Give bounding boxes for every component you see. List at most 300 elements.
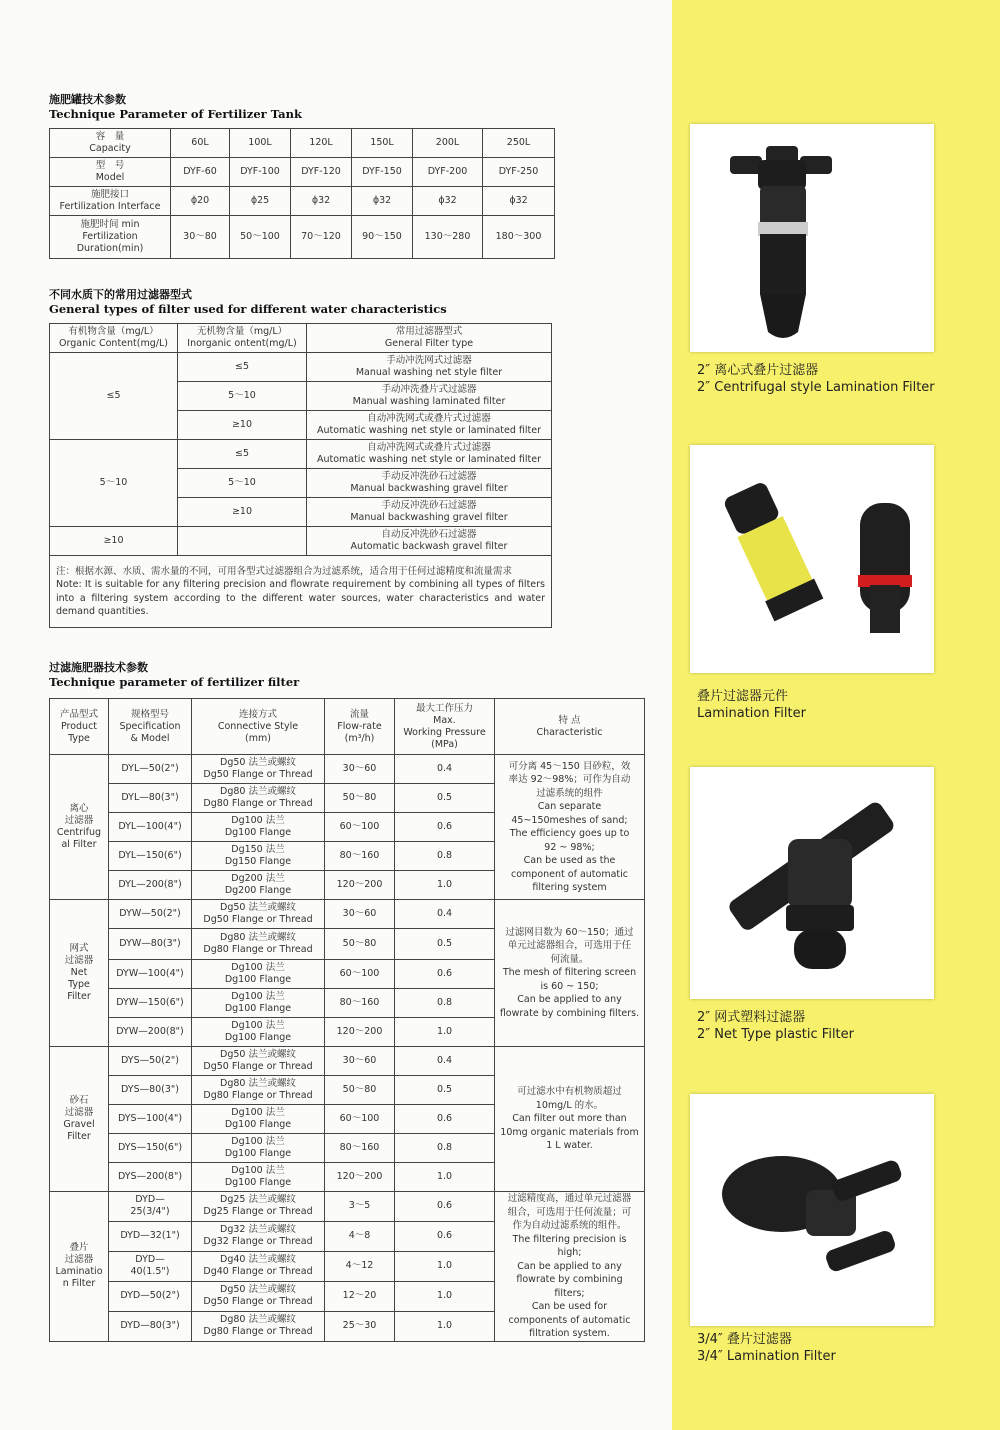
conn-line: Dg50 Flange or Thread: [203, 1061, 313, 1072]
conn-line: Dg100 法兰: [231, 815, 285, 826]
type-line: Type: [68, 979, 90, 990]
characteristic-cell: [495, 1047, 645, 1192]
conn-line: Dg100 Flange: [224, 1148, 292, 1159]
flow-rate-cell: 50～80: [325, 784, 395, 813]
tank-cell: 30～80: [171, 216, 230, 259]
pressure-cell: 0.5: [395, 784, 495, 813]
characteristic-line: 可过滤水中有机物质超过: [517, 1086, 622, 1098]
tank-section-title: [49, 93, 302, 121]
model-line: DYW—50(2"): [119, 908, 181, 919]
model-cell: [109, 1163, 192, 1192]
caption-en: 2″ Centrifugal style Lamination Filter: [697, 380, 935, 395]
tank-cell: ϕ20: [171, 187, 230, 216]
connection-cell: [192, 1105, 325, 1134]
filter-type-cell: [307, 411, 552, 440]
flow-rate-cell: 120～200: [325, 1163, 395, 1192]
header-line: Specification: [119, 720, 181, 732]
filter-type-line: 手动冲洗叠片式过滤器: [381, 384, 477, 395]
header-line: Max.: [433, 714, 456, 726]
flow-rate-cell: 60～100: [325, 960, 395, 989]
model-cell: [109, 813, 192, 842]
fert-header-cell: [325, 699, 395, 755]
product-type-cell: [50, 900, 109, 1047]
fert-title-cn: 过滤施肥器技术参数: [49, 661, 148, 674]
pressure-cell: 1.0: [395, 1281, 495, 1311]
tank-cell: ϕ25: [230, 187, 291, 216]
general-header-cell: [50, 324, 178, 353]
conn-line: Dg25 法兰或螺纹: [220, 1194, 296, 1206]
characteristic-line: Can be applied to any: [517, 1260, 622, 1272]
header-line: Organic Content(mg/L): [59, 338, 168, 349]
characteristic-line: 92 ~ 98%;: [544, 841, 595, 853]
tank-cell: ϕ32: [413, 187, 483, 216]
product-type-cell: [50, 755, 109, 900]
conn-line: Dg100 Flange: [224, 1177, 292, 1188]
tank-cell: 100L: [230, 129, 291, 158]
filter-type-cell: [307, 353, 552, 382]
characteristic-line: components of automatic: [508, 1314, 631, 1326]
filter-type-line: Manual backwashing gravel filter: [350, 483, 508, 494]
connection-cell: [192, 755, 325, 784]
characteristic-line: 单元过滤器组合，可选用于任: [507, 940, 632, 952]
inorganic-content-cell: ≥10: [178, 411, 307, 440]
general-row: [50, 440, 552, 469]
tank-cell: 250L: [483, 129, 555, 158]
model-line: DYW—80(3"): [119, 938, 181, 949]
header-line: Inorganic ontent(mg/L): [187, 338, 297, 349]
caption-lamination: [697, 1331, 836, 1365]
model-cell: [109, 784, 192, 813]
general-title-en: General types of filter used for different water characteristics: [49, 302, 447, 316]
type-line: 过滤器: [64, 815, 94, 826]
characteristic-line: flowrate by combining: [516, 1274, 623, 1285]
filter-type-line: 手动反冲洗砂石过滤器: [381, 471, 477, 482]
tank-cell: 200L: [413, 129, 483, 158]
inorganic-content-cell: ≤5: [178, 353, 307, 382]
header-line: 特 点: [558, 714, 581, 726]
pressure-cell: 0.4: [395, 755, 495, 784]
tank-title-cn: 施肥罐技术参数: [49, 93, 126, 106]
model-cell: [109, 1047, 192, 1076]
conn-line: Dg80 Flange or Thread: [203, 1090, 313, 1101]
general-header-cell: [307, 324, 552, 353]
filter-type-cell: [307, 469, 552, 498]
conn-line: Dg40 Flange or Thread: [203, 1266, 313, 1278]
fert-row: [50, 1192, 645, 1222]
pressure-cell: 0.6: [395, 1221, 495, 1251]
conn-line: Dg50 Flange or Thread: [203, 769, 313, 780]
model-line: DYD—: [135, 1254, 165, 1266]
fert-header-cell: [50, 699, 109, 755]
pressure-cell: 0.4: [395, 1047, 495, 1076]
general-title-cn: 不同水质下的常用过滤器型式: [49, 288, 192, 301]
header-line: Type: [68, 732, 90, 744]
header-line: 有机物含量（mg/L）: [68, 326, 159, 337]
conn-line: Dg50 法兰或螺纹: [220, 1049, 296, 1060]
tank-cell: DYF-60: [171, 158, 230, 187]
filter-type-cell: [307, 498, 552, 527]
net-type-filter-photo-icon: [690, 767, 934, 999]
type-line: 过滤器: [64, 955, 94, 966]
tank-row: [50, 187, 555, 216]
conn-line: Dg100 Flange: [224, 1119, 292, 1130]
general-note: [50, 556, 552, 628]
caption-lamination-element: [697, 688, 806, 722]
pressure-cell: 1.0: [395, 871, 495, 900]
characteristic-line: 45~150meshes of sand;: [511, 814, 628, 826]
connection-cell: [192, 1281, 325, 1311]
lamination-filter-photo-icon: [690, 1094, 934, 1326]
tank-cell: 50～100: [230, 216, 291, 259]
product-card-lamination-element: [690, 445, 934, 673]
connection-cell: [192, 871, 325, 900]
filter-type-line: Manual washing net style filter: [355, 367, 503, 378]
characteristic-line: The mesh of filtering screen: [502, 967, 637, 979]
conn-line: Dg100 Flange: [224, 1032, 292, 1043]
filter-type-line: Automatic washing net style or laminated filter: [316, 425, 542, 436]
header-line: 连接方式: [238, 708, 277, 720]
fert-row: [50, 1047, 645, 1076]
model-line: DYW—200(8"): [116, 1026, 184, 1037]
model-cell: [109, 1134, 192, 1163]
organic-content-cell: ≥10: [50, 527, 178, 556]
connection-cell: [192, 784, 325, 813]
general-row: [50, 353, 552, 382]
characteristic-line: 何流量。: [550, 953, 589, 965]
caption-cn: 3/4″ 叠片过滤器: [697, 1332, 792, 1347]
fert-row: [50, 900, 645, 929]
fert-row: [50, 755, 645, 784]
conn-line: Dg100 法兰: [231, 991, 285, 1002]
type-line: 离心: [69, 803, 89, 814]
characteristic-line: 作为自动过滤系统的组件。: [512, 1220, 627, 1231]
tank-row-label: [50, 216, 171, 259]
characteristic-line: Can be used for: [531, 1301, 608, 1312]
conn-line: Dg200 法兰: [231, 873, 285, 884]
flow-rate-cell: 12～20: [325, 1281, 395, 1311]
characteristic-line: 率达 92～98%；可作为自动: [508, 774, 631, 785]
caption-en: Lamination Filter: [697, 706, 806, 721]
fert-header-cell: [109, 699, 192, 755]
flow-rate-cell: 80～160: [325, 842, 395, 871]
product-card-lamination: [690, 1094, 934, 1326]
connection-cell: [192, 842, 325, 871]
conn-line: Dg50 Flange or Thread: [203, 914, 313, 925]
model-cell: [109, 1105, 192, 1134]
filter-type-cell: [307, 440, 552, 469]
inorganic-content-cell: 5～10: [178, 469, 307, 498]
conn-line: Dg150 法兰: [231, 844, 285, 855]
pressure-cell: 0.6: [395, 1105, 495, 1134]
header-line: 流量: [349, 708, 369, 720]
flow-rate-cell: 4～12: [325, 1251, 395, 1281]
model-cell: [109, 1311, 192, 1341]
characteristic-cell: [495, 755, 645, 900]
filter-type-line: Automatic washing net style or laminated filter: [316, 454, 542, 465]
conn-line: Dg40 法兰或螺纹: [220, 1254, 296, 1266]
general-row: [50, 527, 552, 556]
connection-cell: [192, 1311, 325, 1341]
note-cn: 注：根据水源、水质、需水量的不同，可用各型式过滤器组合为过滤系统，适合用于任何过滤精度和流量需求: [56, 565, 513, 577]
tank-cell: DYF-120: [291, 158, 352, 187]
pressure-cell: 1.0: [395, 1018, 495, 1047]
organic-content-cell: ≤5: [50, 353, 178, 440]
model-line: 40(1.5"): [130, 1266, 170, 1278]
header-line: (m³/h): [344, 732, 375, 744]
filter-type-line: 手动冲洗网式过滤器: [386, 355, 472, 366]
conn-line: Dg100 法兰: [231, 1107, 285, 1118]
connection-cell: [192, 813, 325, 842]
label-line: 施肥时间 min: [80, 219, 140, 230]
filter-type-cell: [307, 527, 552, 556]
caption-cn: 叠片过滤器元件: [697, 689, 789, 704]
connection-cell: [192, 1076, 325, 1105]
filter-type-cell: [307, 382, 552, 411]
flow-rate-cell: 80～160: [325, 989, 395, 1018]
type-line: 过滤器: [64, 1254, 94, 1266]
conn-line: Dg100 Flange: [224, 827, 292, 838]
tank-row-label: [50, 158, 171, 187]
conn-line: Dg32 Flange or Thread: [203, 1236, 313, 1248]
conn-line: Dg32 法兰或螺纹: [220, 1224, 296, 1236]
conn-line: Dg200 Flange: [224, 885, 292, 896]
header-line: 产品型式: [59, 708, 98, 720]
pressure-cell: 0.5: [395, 1076, 495, 1105]
characteristic-cell: [495, 1192, 645, 1342]
fertilizer-filter-table: [49, 698, 645, 1342]
header-line: (MPa): [431, 738, 458, 750]
characteristic-line: Can filter out more than: [512, 1113, 627, 1125]
type-line: 过滤器: [64, 1107, 94, 1118]
conn-line: Dg100 法兰: [231, 1136, 285, 1147]
conn-line: Dg80 法兰或螺纹: [220, 1078, 296, 1089]
filter-type-line: Manual backwashing gravel filter: [350, 512, 508, 523]
conn-line: Dg50 法兰或螺纹: [220, 902, 296, 913]
filter-type-line: Automatic backwash gravel filter: [350, 541, 508, 552]
fert-header-cell: [395, 699, 495, 755]
flow-rate-cell: 80～160: [325, 1134, 395, 1163]
filter-type-line: 自动反冲洗砂石过滤器: [381, 529, 477, 540]
model-line: DYW—100(4"): [116, 968, 184, 979]
caption-cn: 2″ 离心式叠片过滤器: [697, 363, 819, 378]
tank-row: [50, 129, 555, 158]
fert-header-row: [50, 699, 645, 755]
conn-line: Dg100 Flange: [224, 974, 292, 985]
header-line: 无机物含量（mg/L）: [196, 326, 288, 337]
flow-rate-cell: 30～60: [325, 755, 395, 784]
tank-cell: 120L: [291, 129, 352, 158]
product-card-centrifugal: [690, 124, 934, 352]
filter-type-line: 自动冲洗网式或叠片式过滤器: [367, 442, 491, 453]
tank-cell: 130～280: [413, 216, 483, 259]
flow-rate-cell: 25～30: [325, 1311, 395, 1341]
pressure-cell: 0.6: [395, 1192, 495, 1222]
tank-cell: ϕ32: [483, 187, 555, 216]
header-line: 规格型号: [130, 708, 169, 720]
caption-en: 3/4″ Lamination Filter: [697, 1349, 836, 1364]
characteristic-line: 10mg/L 的水。: [535, 1099, 604, 1111]
pressure-cell: 0.8: [395, 989, 495, 1018]
conn-line: Dg100 法兰: [231, 1020, 285, 1031]
conn-line: Dg100 法兰: [231, 1165, 285, 1176]
characteristic-line: 过滤网目数为 60～150；通过: [505, 926, 634, 938]
model-line: DYL—200(8"): [118, 879, 182, 890]
conn-line: Dg100 Flange: [224, 1003, 292, 1014]
conn-line: Dg25 Flange or Thread: [203, 1206, 313, 1218]
model-cell: [109, 989, 192, 1018]
header-line: Characteristic: [536, 726, 603, 738]
tank-cell: 150L: [352, 129, 413, 158]
connection-cell: [192, 1163, 325, 1192]
header-line: Product: [60, 720, 98, 732]
caption-net-type: [697, 1009, 854, 1043]
model-cell: [109, 1221, 192, 1251]
pressure-cell: 1.0: [395, 1251, 495, 1281]
tank-cell: 70～120: [291, 216, 352, 259]
model-line: DYS—100(4"): [117, 1113, 183, 1124]
model-cell: [109, 960, 192, 989]
pressure-cell: 0.5: [395, 929, 495, 960]
product-type-cell: [50, 1047, 109, 1192]
model-line: DYS—150(6"): [117, 1142, 183, 1153]
model-line: DYD—: [135, 1194, 165, 1206]
conn-line: Dg80 法兰或螺纹: [220, 786, 296, 797]
lamination-filter-element-photo-icon: [690, 445, 934, 673]
model-cell: [109, 1018, 192, 1047]
caption-centrifugal: [697, 362, 935, 396]
model-cell: [109, 1192, 192, 1222]
characteristic-line: Can separate: [537, 801, 602, 812]
conn-line: Dg100 法兰: [231, 962, 285, 973]
connection-cell: [192, 1134, 325, 1163]
connection-cell: [192, 1018, 325, 1047]
flow-rate-cell: 4～8: [325, 1221, 395, 1251]
conn-line: Dg80 Flange or Thread: [203, 944, 313, 955]
fert-title-en: Technique parameter of fertilizer filter: [49, 675, 300, 689]
model-line: DYS—80(3"): [120, 1084, 180, 1095]
label-line: Duration(min): [76, 243, 144, 254]
label-line: 容 量: [95, 131, 125, 142]
model-line: DYD—32(1"): [120, 1230, 180, 1242]
connection-cell: [192, 989, 325, 1018]
tank-cell: DYF-250: [483, 158, 555, 187]
model-cell: [109, 1076, 192, 1105]
characteristic-line: high;: [557, 1247, 582, 1258]
tank-row: [50, 216, 555, 259]
flow-rate-cell: 120～200: [325, 871, 395, 900]
connection-cell: [192, 929, 325, 960]
centrifugal-filter-photo-icon: [690, 124, 934, 352]
conn-line: Dg80 Flange or Thread: [203, 798, 313, 809]
pressure-cell: 0.6: [395, 960, 495, 989]
connection-cell: [192, 1221, 325, 1251]
header-line: Connective Style: [217, 720, 299, 732]
tank-cell: DYF-150: [352, 158, 413, 187]
fert-section-title: [49, 661, 299, 689]
tank-cell: 90～150: [352, 216, 413, 259]
tank-cell: ϕ32: [291, 187, 352, 216]
pressure-cell: 0.8: [395, 1134, 495, 1163]
connection-cell: [192, 1047, 325, 1076]
model-cell: [109, 929, 192, 960]
filter-type-line: 自动冲洗网式或叠片式过滤器: [367, 413, 491, 424]
pressure-cell: 1.0: [395, 1163, 495, 1192]
header-line: General Filter type: [384, 338, 474, 349]
label-line: 型 号: [95, 160, 125, 171]
filter-type-line: 手动反冲洗砂石过滤器: [381, 500, 477, 511]
type-line: al Filter: [61, 839, 97, 850]
type-line: 网式: [69, 943, 89, 954]
tank-title-en: Technique Parameter of Fertilizer Tank: [49, 107, 302, 121]
model-cell: [109, 842, 192, 871]
conn-line: Dg80 法兰或螺纹: [220, 1314, 296, 1326]
label-line: Fertilization: [82, 231, 138, 242]
model-cell: [109, 755, 192, 784]
note-en: Note: It is suitable for any filtering precision and flowrate requirement by combining all types of filters into a filtering system according to the different water sources, water characteristics and water demand quantities.: [56, 579, 545, 617]
organic-content-cell: 5～10: [50, 440, 178, 527]
characteristic-line: Can be applied to any: [517, 994, 622, 1006]
label-line: Capacity: [89, 143, 131, 154]
characteristic-line: 10mg organic materials from: [500, 1126, 639, 1138]
type-line: 叠片: [69, 1242, 89, 1254]
conn-line: Dg150 Flange: [224, 856, 292, 867]
type-line: Filter: [67, 1131, 91, 1142]
characteristic-line: Can be used as the: [523, 855, 616, 866]
pressure-cell: 0.4: [395, 900, 495, 929]
filter-type-line: Manual washing laminated filter: [352, 396, 506, 407]
characteristic-line: 过滤系统的组件: [536, 787, 603, 799]
characteristic-line: filters;: [554, 1287, 585, 1299]
flow-rate-cell: 60～100: [325, 813, 395, 842]
tank-cell: DYF-100: [230, 158, 291, 187]
flow-rate-cell: 120～200: [325, 1018, 395, 1047]
inorganic-content-cell: ≥10: [178, 498, 307, 527]
type-line: 砂石: [69, 1095, 89, 1106]
model-line: DYS—50(2"): [120, 1055, 180, 1066]
pressure-cell: 0.6: [395, 813, 495, 842]
model-cell: [109, 871, 192, 900]
inorganic-content-cell: 5～10: [178, 382, 307, 411]
label-line: Fertilization Interface: [59, 201, 161, 212]
type-line: Filter: [67, 991, 91, 1002]
characteristic-line: The filtering precision is: [512, 1233, 627, 1245]
filter-type-table: [49, 323, 552, 628]
header-line: Flow-rate: [337, 720, 382, 732]
general-header-row: [50, 324, 552, 353]
tank-row-label: [50, 129, 171, 158]
tank-parameter-table: [49, 128, 555, 259]
characteristic-line: 组合，可选用于任何流量；可: [507, 1206, 632, 1218]
inorganic-content-cell: ≤5: [178, 440, 307, 469]
model-cell: [109, 1251, 192, 1281]
product-card-net-type: [690, 767, 934, 999]
pressure-cell: 0.8: [395, 842, 495, 871]
model-line: DYS—200(8"): [117, 1171, 183, 1182]
model-line: DYD—50(2"): [120, 1290, 180, 1302]
model-line: DYD—80(3"): [120, 1320, 180, 1332]
connection-cell: [192, 960, 325, 989]
type-line: Gravel: [63, 1119, 95, 1130]
general-header-cell: [178, 324, 307, 353]
characteristic-line: flowrate by combining filters.: [499, 1007, 640, 1019]
conn-line: Dg50 法兰或螺纹: [220, 757, 296, 768]
pressure-cell: 1.0: [395, 1311, 495, 1341]
connection-cell: [192, 900, 325, 929]
characteristic-line: 过滤精度高，通过单元过滤器: [507, 1193, 632, 1204]
model-line: 25(3/4"): [130, 1206, 170, 1218]
type-line: Net: [70, 967, 88, 978]
conn-line: Dg50 法兰或螺纹: [220, 1284, 296, 1296]
